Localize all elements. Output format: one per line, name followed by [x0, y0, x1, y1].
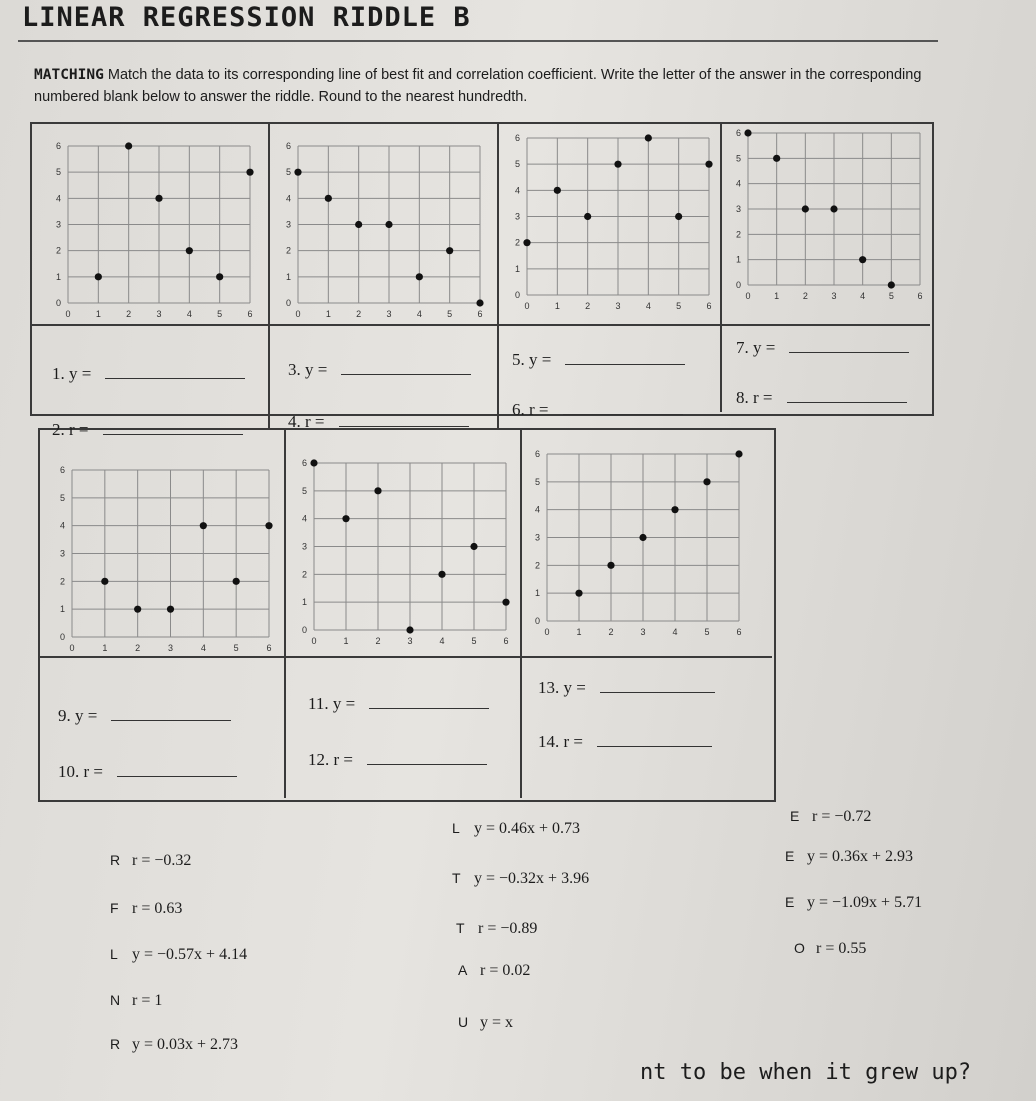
question-5-label: 5. y =: [512, 350, 552, 369]
question-8: [736, 388, 907, 408]
answer-value: r = −0.72: [812, 808, 872, 825]
answer-value: y = 0.03x + 2.73: [132, 1036, 239, 1053]
data-point: [830, 205, 837, 212]
y-tick-label: 2: [301, 569, 307, 580]
answer-letter: U: [458, 1014, 469, 1030]
instructions: [34, 64, 934, 108]
x-tick-label: 3: [407, 636, 413, 646]
x-tick-label: 3: [386, 309, 392, 319]
y-tick-label: 0: [534, 616, 540, 626]
y-tick-label: 1: [735, 254, 741, 265]
question-1-label: 1. y =: [52, 364, 92, 383]
question-11: [308, 694, 489, 714]
answer-choice-E1[interactable]: [790, 808, 871, 826]
scatter-plot-1: [48, 138, 258, 323]
answer-blank-7[interactable]: [789, 338, 909, 353]
answer-blank-9[interactable]: [111, 706, 231, 721]
data-point: [476, 299, 483, 306]
x-tick-label: 6: [917, 291, 923, 301]
question-11-label: 11. y =: [308, 694, 356, 713]
data-point: [888, 281, 895, 288]
answer-blank-4[interactable]: [339, 412, 469, 427]
bottom-box-divider-1: [284, 428, 286, 798]
answer-blank-6[interactable]: [563, 400, 683, 415]
x-tick-label: 3: [831, 291, 837, 301]
data-point: [523, 239, 530, 246]
question-3: [288, 360, 471, 380]
answer-blank-14[interactable]: [597, 732, 712, 747]
scatter-graph-2: [278, 138, 488, 323]
answer-value: y = −0.32x + 3.96: [474, 870, 590, 887]
y-tick-label: 5: [285, 167, 291, 178]
answer-choice-U[interactable]: [458, 1014, 513, 1032]
y-tick-label: 5: [59, 492, 65, 503]
answer-choice-N[interactable]: [110, 992, 162, 1010]
scatter-plot-2: [278, 138, 488, 323]
y-tick-label: 3: [514, 211, 520, 222]
x-tick-label: 2: [375, 636, 381, 646]
answer-letter: T: [456, 920, 465, 936]
question-4: [288, 412, 469, 432]
scatter-graph-5: [52, 462, 277, 657]
question-1: [52, 364, 245, 384]
answer-value: r = 0.55: [816, 940, 867, 957]
answer-value: r = 0.63: [132, 900, 183, 917]
x-tick-label: 6: [477, 309, 483, 319]
x-tick-label: 0: [311, 636, 317, 646]
answer-choice-A[interactable]: [458, 962, 530, 980]
y-tick-label: 3: [301, 541, 307, 552]
x-tick-label: 1: [576, 627, 582, 637]
data-point: [639, 534, 646, 541]
y-tick-label: 4: [55, 193, 61, 204]
answer-choice-O[interactable]: [794, 940, 866, 958]
x-tick-label: 0: [69, 643, 75, 653]
answer-blank-3[interactable]: [341, 360, 471, 375]
x-tick-label: 0: [745, 291, 751, 301]
question-9: [58, 706, 231, 726]
answer-choice-R2[interactable]: [110, 1036, 238, 1054]
data-point: [233, 578, 240, 585]
answer-blank-1[interactable]: [105, 364, 245, 379]
scatter-graph-4: [728, 125, 928, 305]
x-tick-label: 0: [295, 309, 301, 319]
x-tick-label: 6: [266, 643, 272, 653]
question-14-label: 14. r =: [538, 732, 583, 751]
x-tick-label: 1: [325, 309, 331, 319]
answer-value: y = x: [480, 1014, 514, 1031]
question-10-label: 10. r =: [58, 762, 103, 781]
y-tick-label: 4: [59, 520, 65, 531]
y-tick-label: 6: [55, 141, 61, 151]
x-tick-label: 1: [95, 309, 101, 319]
y-tick-label: 1: [514, 263, 520, 274]
riddle-text: nt to be when it grew up?: [640, 1060, 972, 1085]
answer-letter: L: [110, 946, 118, 962]
data-point: [859, 256, 866, 263]
answer-letter: E: [785, 894, 795, 910]
data-point: [584, 213, 591, 220]
data-point: [802, 205, 809, 212]
x-tick-label: 2: [135, 643, 141, 653]
x-tick-label: 3: [640, 627, 646, 637]
x-tick-label: 3: [615, 301, 621, 311]
question-6: [512, 400, 683, 420]
data-point: [186, 247, 193, 254]
data-point: [310, 459, 317, 466]
data-point: [554, 187, 561, 194]
y-tick-label: 3: [285, 219, 291, 230]
x-tick-label: 5: [217, 309, 223, 319]
data-point: [342, 515, 349, 522]
answer-value: r = 0.02: [480, 962, 531, 979]
answer-choice-E2[interactable]: [785, 848, 913, 866]
y-tick-label: 1: [59, 604, 65, 615]
instructions-text: Match the data to its corresponding line of best fit and correlation coefficient. Write the letter of the answer in the corresponding numbered blank below to answer the riddle. Round to the nearest hundredth.: [34, 67, 922, 105]
answer-choice-T2[interactable]: [456, 920, 537, 938]
data-point: [155, 195, 162, 202]
x-tick-label: 4: [645, 301, 651, 311]
y-tick-label: 1: [301, 597, 307, 608]
data-point: [95, 273, 102, 280]
data-point: [416, 273, 423, 280]
instructions-heading: MATCHING: [34, 67, 104, 83]
data-point: [167, 606, 174, 613]
y-tick-label: 4: [534, 504, 540, 515]
y-tick-label: 0: [55, 298, 61, 308]
y-tick-label: 0: [301, 625, 307, 635]
x-tick-label: 5: [704, 627, 710, 637]
x-tick-label: 5: [676, 301, 682, 311]
x-tick-label: 6: [503, 636, 509, 646]
data-point: [294, 169, 301, 176]
data-point: [355, 221, 362, 228]
answer-blank-5[interactable]: [565, 350, 685, 365]
data-point: [703, 478, 710, 485]
data-point: [374, 487, 381, 494]
y-tick-label: 4: [301, 513, 307, 524]
data-point: [614, 161, 621, 168]
x-tick-label: 2: [608, 627, 614, 637]
data-point: [735, 450, 742, 457]
top-box-divider-3: [720, 122, 722, 412]
y-tick-label: 1: [285, 271, 291, 282]
data-point: [200, 522, 207, 529]
data-point: [744, 129, 751, 136]
x-tick-label: 4: [439, 636, 445, 646]
scatter-graph-3: [507, 130, 717, 315]
answer-letter: T: [452, 870, 461, 886]
x-tick-label: 4: [200, 643, 206, 653]
question-7: [736, 338, 909, 358]
data-point: [265, 522, 272, 529]
y-tick-label: 5: [514, 159, 520, 170]
answer-letter: L: [452, 820, 460, 836]
y-tick-label: 2: [534, 560, 540, 571]
x-tick-label: 4: [416, 309, 422, 319]
answer-choice-R1[interactable]: [110, 852, 191, 870]
x-tick-label: 4: [672, 627, 678, 637]
x-tick-label: 6: [736, 627, 742, 637]
top-box-row-divider: [30, 324, 930, 326]
scatter-plot-3: [507, 130, 717, 315]
y-tick-label: 3: [59, 548, 65, 559]
x-tick-label: 0: [544, 627, 550, 637]
x-tick-label: 4: [860, 291, 866, 301]
x-tick-label: 5: [233, 643, 239, 653]
scatter-plot-7: [527, 446, 747, 641]
y-tick-label: 3: [534, 532, 540, 543]
question-14: [538, 732, 712, 752]
scatter-plot-6: [294, 455, 514, 650]
y-tick-label: 2: [55, 245, 61, 256]
y-tick-label: 0: [59, 632, 65, 642]
x-tick-label: 1: [102, 643, 108, 653]
y-tick-label: 2: [59, 576, 65, 587]
scatter-plot-4: [728, 125, 928, 305]
answer-choice-L1[interactable]: [452, 820, 580, 838]
worksheet-title: LINEAR REGRESSION RIDDLE B: [22, 2, 471, 33]
answer-blank-13[interactable]: [600, 678, 715, 693]
question-3-label: 3. y =: [288, 360, 328, 379]
answer-value: y = 0.36x + 2.93: [807, 848, 914, 865]
question-10: [58, 762, 237, 782]
answer-choice-E3[interactable]: [785, 894, 922, 912]
top-box-divider-2: [497, 122, 499, 428]
y-tick-label: 0: [514, 290, 520, 300]
question-7-label: 7. y =: [736, 338, 776, 357]
data-point: [406, 626, 413, 633]
answer-choice-L2[interactable]: [110, 946, 247, 964]
question-5: [512, 350, 685, 370]
x-tick-label: 3: [167, 643, 174, 653]
data-point: [773, 155, 780, 162]
answer-letter: E: [790, 808, 800, 824]
x-tick-label: 0: [65, 309, 71, 319]
answer-value: r = −0.32: [132, 852, 192, 869]
answer-letter: E: [785, 848, 795, 864]
data-point: [385, 221, 392, 228]
answer-choice-F[interactable]: [110, 900, 182, 918]
x-tick-label: 1: [343, 636, 349, 646]
question-12-label: 12. r =: [308, 750, 353, 769]
data-point: [470, 543, 477, 550]
answer-letter: O: [794, 940, 805, 956]
data-point: [446, 247, 453, 254]
y-tick-label: 5: [55, 167, 61, 178]
y-tick-label: 6: [59, 465, 65, 475]
top-box-divider-1: [268, 122, 270, 428]
data-point: [607, 562, 614, 569]
data-point: [101, 578, 108, 585]
answer-blank-10[interactable]: [117, 762, 237, 777]
scatter-graph-1: [48, 138, 258, 323]
title-underline: [18, 40, 938, 42]
answer-value: y = −0.57x + 4.14: [132, 946, 248, 963]
scatter-graph-7: [527, 446, 747, 641]
y-tick-label: 3: [735, 204, 741, 214]
data-point: [325, 195, 332, 202]
question-12: [308, 750, 487, 770]
y-tick-label: 6: [735, 128, 741, 138]
question-13-label: 13. y =: [538, 678, 586, 697]
question-2: [52, 420, 243, 440]
data-point: [671, 506, 678, 513]
data-point: [705, 161, 712, 168]
answer-letter: F: [110, 900, 119, 916]
x-tick-label: 5: [471, 636, 477, 646]
y-tick-label: 2: [735, 229, 741, 240]
y-tick-label: 6: [285, 141, 291, 151]
answer-blank-2[interactable]: [103, 420, 243, 435]
data-point: [216, 273, 223, 280]
x-tick-label: 2: [585, 301, 591, 311]
data-point: [438, 571, 445, 578]
y-tick-label: 5: [735, 153, 741, 164]
y-tick-label: 1: [55, 271, 61, 282]
x-tick-label: 5: [888, 291, 894, 301]
answer-value: r = −0.89: [478, 920, 538, 937]
question-13: [538, 678, 715, 698]
x-tick-label: 2: [802, 291, 808, 301]
x-tick-label: 6: [247, 309, 253, 319]
y-tick-label: 0: [285, 298, 291, 308]
x-tick-label: 0: [524, 301, 530, 311]
answer-value: r = 1: [132, 992, 163, 1009]
answer-blank-8[interactable]: [787, 388, 907, 403]
y-tick-label: 2: [285, 245, 291, 256]
x-tick-label: 2: [356, 309, 362, 319]
question-6-label: 6. r =: [512, 400, 549, 419]
scatter-plot-5: [52, 462, 277, 657]
data-point: [125, 142, 132, 149]
bottom-box-divider-2: [520, 428, 522, 798]
question-2-label: 2. r =: [52, 420, 89, 439]
y-tick-label: 4: [514, 185, 520, 196]
data-point: [675, 213, 682, 220]
answer-letter: A: [458, 962, 468, 978]
data-point: [134, 606, 141, 613]
y-tick-label: 2: [514, 237, 520, 248]
y-tick-label: 3: [55, 219, 61, 230]
answer-letter: N: [110, 992, 121, 1008]
y-tick-label: 5: [301, 485, 307, 496]
answer-value: y = −1.09x + 5.71: [807, 894, 923, 911]
y-tick-label: 0: [735, 280, 741, 290]
question-9-label: 9. y =: [58, 706, 98, 725]
x-tick-label: 2: [126, 309, 132, 319]
question-8-label: 8. r =: [736, 388, 773, 407]
x-tick-label: 6: [706, 301, 712, 311]
x-tick-label: 1: [554, 301, 560, 311]
y-tick-label: 1: [534, 588, 540, 599]
data-point: [502, 599, 509, 606]
x-tick-label: 3: [156, 309, 162, 319]
data-point: [575, 590, 582, 597]
y-tick-label: 4: [285, 193, 291, 204]
data-point: [246, 169, 253, 176]
x-tick-label: 1: [774, 291, 780, 301]
answer-value: y = 0.46x + 0.73: [474, 820, 581, 837]
data-point: [645, 134, 652, 141]
y-tick-label: 6: [514, 133, 520, 143]
answer-choice-T1[interactable]: [452, 870, 589, 888]
y-tick-label: 6: [534, 449, 540, 459]
answer-letter: R: [110, 1036, 121, 1052]
scatter-graph-6: [294, 455, 514, 650]
x-tick-label: 4: [186, 309, 192, 319]
y-tick-label: 5: [534, 476, 540, 487]
answer-blank-11[interactable]: [369, 694, 489, 709]
answer-letter: R: [110, 852, 121, 868]
y-tick-label: 4: [735, 178, 741, 189]
question-4-label: 4. r =: [288, 412, 325, 431]
x-tick-label: 5: [447, 309, 453, 319]
y-tick-label: 6: [301, 458, 307, 468]
answer-blank-12[interactable]: [367, 750, 487, 765]
